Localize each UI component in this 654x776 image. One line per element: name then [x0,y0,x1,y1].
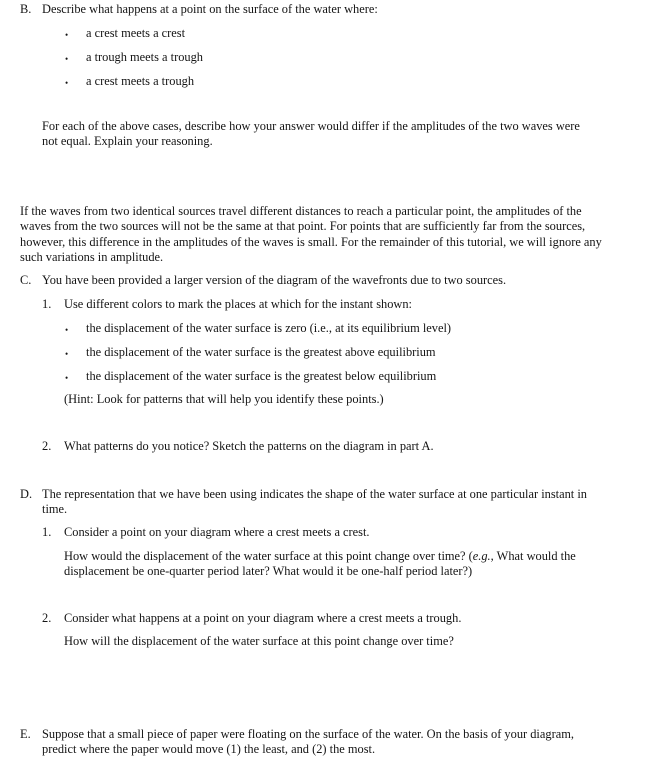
section-c-bullet-2: the displacement of the water surface is the greatest above equilibrium [86,345,436,359]
bullet-icon: • [65,349,69,359]
bullet-icon: • [65,325,69,335]
bullet-icon: • [65,30,69,40]
section-d-question: The representation that we have been using indicates the shape of the water surface at one particular instant in time. [42,487,587,516]
section-d-q2-number: 2. [42,611,52,625]
section-b-question: Describe what happens at a point on the surface of the water where: [42,2,378,16]
section-c-q1-text: Use different colors to mark the places at which for the instant shown: [64,297,412,311]
section-c-q2-number: 2. [42,439,52,453]
bullet-icon: • [65,78,69,88]
section-c-hint: (Hint: Look for patterns that will help you identify these points.) [64,392,384,406]
section-c-bullet-3: the displacement of the water surface is the greatest below equilibrium [86,369,437,383]
followup-eg: e.g., [472,549,494,563]
section-b-followup: For each of the above cases, describe how your answer would differ if the amplitudes of the two waves were not equal. Explain your reasoning. [42,119,580,148]
section-b-bullet-1: a crest meets a crest [86,26,186,40]
section-d-q1-number: 1. [42,525,52,539]
bullet-icon: • [65,54,69,64]
section-c-question: You have been provided a larger version of the diagram of the wavefronts due to two sources. [42,273,507,287]
bullet-icon: • [65,373,69,383]
section-c-q1-number: 1. [42,297,52,311]
note-paragraph: If the waves from two identical sources travel different distances to reach a particular point, the amplitudes of the waves from the two sources will not be the same at that point. For points that are sufficiently far from the sources, however, this difference in the amplitudes of the waves is small. For the remainder of this tutorial, we will ignore any such variations in amplitude. [20,204,602,264]
section-d-q1-text: Consider a point on your diagram where a crest meets a crest. [64,525,370,539]
section-e-label: E. [20,727,31,741]
section-b-label: B. [20,2,32,16]
section-c-label: C. [20,273,32,287]
section-d-q2-followup: How will the displacement of the water surface at this point change over time? [64,634,454,648]
section-d-q2-text: Consider what happens at a point on your diagram where a crest meets a trough. [64,611,462,625]
section-c-bullet-1: the displacement of the water surface is zero (i.e., at its equilibrium level) [86,321,452,335]
section-c-q2-text: What patterns do you notice? Sketch the patterns on the diagram in part A. [64,439,434,453]
section-b-bullet-3: a crest meets a trough [86,74,195,88]
section-e-question: Suppose that a small piece of paper were floating on the surface of the water. On the basis of your diagram, predict where the paper would move (1) the least, and (2) the most. [42,727,574,756]
section-d-label: D. [20,487,33,501]
followup-prefix: How would the displacement of the water surface at this point change over time? ( [64,549,473,563]
section-d-q1-followup [64,549,594,579]
section-b-bullet-2: a trough meets a trough [86,50,203,64]
followup-suffix: What would the displacement be one-quarter period later? What would it be one-half period later?) [64,549,576,578]
